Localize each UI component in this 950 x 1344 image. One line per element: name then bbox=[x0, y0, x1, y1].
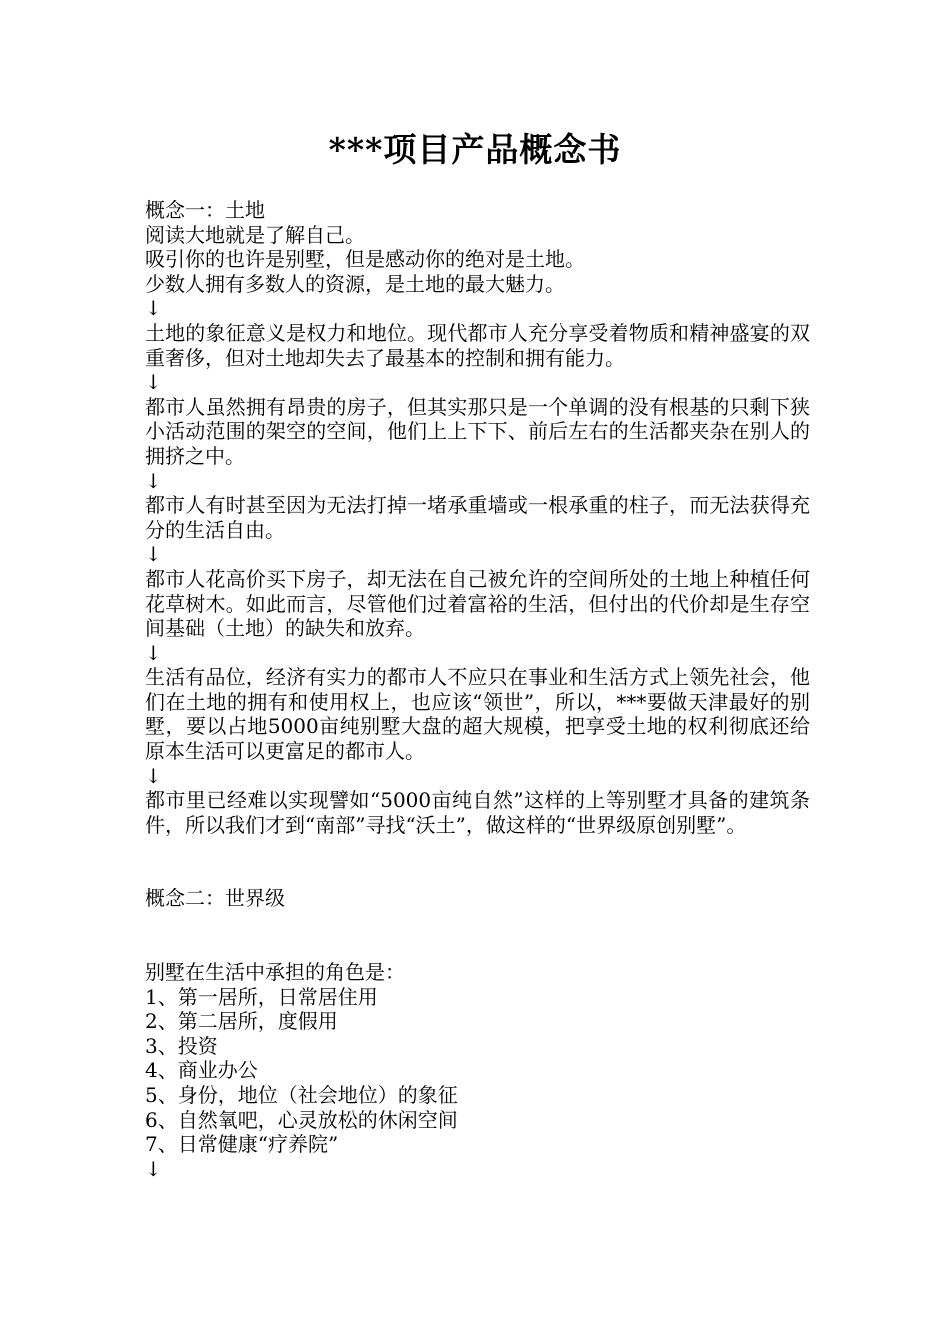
section-spacer bbox=[145, 911, 810, 960]
section2-list-item: 6、自然氧吧，心灵放松的休闲空间 bbox=[145, 1107, 458, 1132]
down-arrow-icon: ↓ bbox=[145, 1156, 162, 1181]
section2-list-item: 5、身份，地位（社会地位）的象征 bbox=[145, 1083, 458, 1107]
section1-intro-line: 阅读大地就是了解自己。 bbox=[145, 222, 365, 247]
section2-list-item: 2、第二居所，度假用 bbox=[145, 1009, 338, 1034]
section2-list-item: 7、日常健康“疗养院” bbox=[145, 1132, 339, 1157]
section1-heading: 概念一：土地 bbox=[145, 198, 265, 222]
section2-list-item: 1、第一居所，日常居住用 bbox=[145, 984, 378, 1009]
down-arrow-icon: ↓ bbox=[145, 468, 162, 493]
down-arrow-icon: ↓ bbox=[145, 370, 162, 395]
section2-intro: 别墅在生活中承担的角色是： bbox=[145, 960, 405, 985]
section1-paragraph: 都市人虽然拥有昂贵的房子，但其实那只是一个单调的没有根基的只剩下狭小活动范围的架空的空间，他们上上下下、前后左右的生活都夹杂在别人的拥挤之中。 bbox=[145, 394, 810, 468]
section1-intro-line: 吸引你的也许是别墅，但是感动你的绝对是土地。 bbox=[145, 247, 585, 272]
section1-paragraph: 都市里已经难以实现譬如“5000亩纯自然”这样的上等别墅才具备的建筑条件，所以我们才到“南部”寻找“沃土”，做这样的“世界级原创别墅”。 bbox=[145, 788, 810, 837]
down-arrow-icon: ↓ bbox=[145, 542, 162, 567]
down-arrow-icon: ↓ bbox=[145, 296, 162, 321]
document-body bbox=[145, 198, 810, 1181]
section-spacer bbox=[145, 837, 810, 886]
section1-intro-line: 少数人拥有多数人的资源，是土地的最大魅力。 bbox=[145, 271, 565, 296]
section1-paragraph: 土地的象征意义是权力和地位。现代都市人充分享受着物质和精神盛宴的双重奢侈，但对土地却失去了最基本的控制和拥有能力。 bbox=[145, 320, 810, 370]
down-arrow-icon: ↓ bbox=[145, 640, 162, 665]
document-title: ***项目产品概念书 bbox=[328, 130, 622, 169]
section2-list-item: 3、投资 bbox=[145, 1033, 218, 1058]
section1-paragraph: 生活有品位，经济有实力的都市人不应只在事业和生活方式上领先社会，他们在土地的拥有和使用权上，也应该“领世”，所以，***要做天津最好的别墅，要以占地5000亩纯别墅大盘的超大规模，把享受土地的权利彻底还给原本生活可以更富足的都市人。 bbox=[145, 665, 810, 764]
section1-paragraph: 都市人有时甚至因为无法打掉一堵承重墙或一根承重的柱子，而无法获得充分的生活自由。 bbox=[145, 493, 810, 542]
section1-paragraph: 都市人花高价买下房子，却无法在自己被允许的空间所处的土地上种植任何花草树木。如此而言，尽管他们过着富裕的生活，但付出的代价却是生存空间基础（土地）的缺失和放弃。 bbox=[145, 566, 810, 641]
section2-list-item: 4、商业办公 bbox=[145, 1058, 258, 1083]
down-arrow-icon: ↓ bbox=[145, 763, 162, 788]
section2-heading: 概念二：世界级 bbox=[145, 886, 285, 911]
